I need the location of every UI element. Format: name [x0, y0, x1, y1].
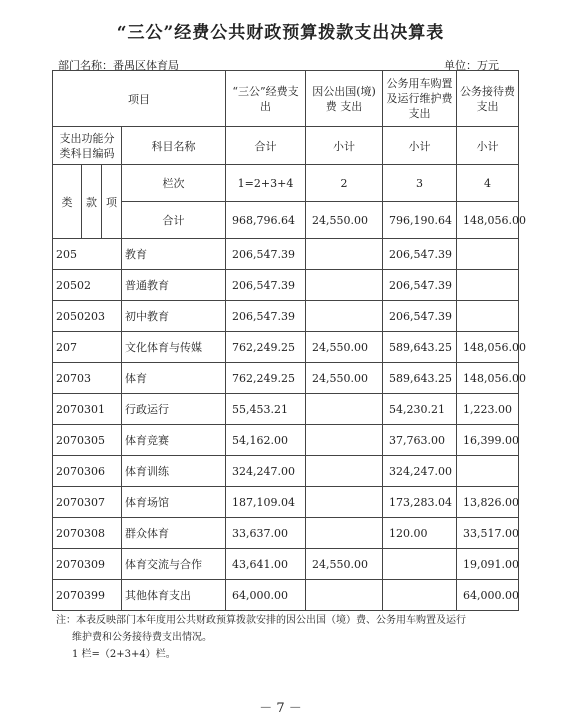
row-vehicle [383, 549, 457, 580]
row-code: 20703 [53, 363, 122, 394]
header-subtotal-abroad: 小计 [306, 127, 383, 165]
note-line-3: 1 栏=（2+3+4）栏。 [72, 649, 176, 660]
row-code: 20502 [53, 270, 122, 301]
header-item: 项目 [53, 71, 226, 127]
row-name: 普通教育 [122, 270, 226, 301]
row-total: 206,547.39 [226, 301, 306, 332]
header-subtotal-reception: 小计 [457, 127, 519, 165]
note-line-2: 维护费和公务接待费支出情况。 [72, 632, 212, 643]
header-abroad: 因公出国(境)费 支出 [306, 71, 383, 127]
row-abroad [306, 487, 383, 518]
row-reception: 13,826.00 [457, 487, 519, 518]
row-abroad [306, 456, 383, 487]
grand-total: 968,796.64 [226, 202, 306, 239]
footnotes [56, 612, 516, 663]
row-vehicle: 324,247.00 [383, 456, 457, 487]
row-total: 206,547.39 [226, 239, 306, 270]
row-total: 762,249.25 [226, 332, 306, 363]
row-reception: 148,056.00 [457, 332, 519, 363]
row-reception: 16,399.00 [457, 425, 519, 456]
row-name: 群众体育 [122, 518, 226, 549]
header-kuan: 款 [82, 165, 102, 239]
page-title: “三公”经费公共财政预算拨款支出决算表 [116, 23, 445, 43]
row-name: 体育训练 [122, 456, 226, 487]
row-abroad: 24,550.00 [306, 549, 383, 580]
row-abroad [306, 301, 383, 332]
row-abroad [306, 580, 383, 611]
row-abroad [306, 270, 383, 301]
row-code: 2070308 [53, 518, 122, 549]
row-name: 其他体育支出 [122, 580, 226, 611]
row-vehicle: 206,547.39 [383, 301, 457, 332]
row-reception: 1,223.00 [457, 394, 519, 425]
table-row [53, 363, 519, 394]
row-abroad [306, 239, 383, 270]
row-total: 43,641.00 [226, 549, 306, 580]
row-total: 187,109.04 [226, 487, 306, 518]
header-total: “三公”经费支出 [226, 71, 306, 127]
row-code: 2070309 [53, 549, 122, 580]
row-abroad: 24,550.00 [306, 332, 383, 363]
table-row [53, 580, 519, 611]
row-name: 初中教育 [122, 301, 226, 332]
table-row [53, 394, 519, 425]
row-vehicle: 120.00 [383, 518, 457, 549]
row-reception: 19,091.00 [457, 549, 519, 580]
row-reception: 64,000.00 [457, 580, 519, 611]
unit-label: 单位：万元 [444, 59, 499, 72]
row-name: 体育 [122, 363, 226, 394]
table-row [53, 487, 519, 518]
row-name: 体育交流与合作 [122, 549, 226, 580]
table-row [53, 425, 519, 456]
lanci-3: 3 [383, 165, 457, 202]
row-abroad [306, 518, 383, 549]
row-name: 体育竞赛 [122, 425, 226, 456]
row-reception [457, 301, 519, 332]
row-total: 54,162.00 [226, 425, 306, 456]
header-func-code: 支出功能分类科目编码 [53, 127, 122, 165]
header-sum: 合计 [226, 127, 306, 165]
row-name: 文化体育与传媒 [122, 332, 226, 363]
table-row [53, 270, 519, 301]
row-reception [457, 456, 519, 487]
row-reception [457, 270, 519, 301]
row-vehicle: 54,230.21 [383, 394, 457, 425]
row-vehicle [383, 580, 457, 611]
row-code: 205 [53, 239, 122, 270]
row-total: 64,000.00 [226, 580, 306, 611]
page-number: － 7 － [259, 701, 302, 716]
row-code: 2050203 [53, 301, 122, 332]
row-vehicle: 173,283.04 [383, 487, 457, 518]
header-reception: 公务接待费支出 [457, 71, 519, 127]
row-total: 324,247.00 [226, 456, 306, 487]
row-abroad: 24,550.00 [306, 363, 383, 394]
table-row [53, 456, 519, 487]
grand-total-label: 合计 [122, 202, 226, 239]
department-label: 部门名称：番禺区体育局 [58, 59, 179, 72]
row-reception: 148,056.00 [457, 363, 519, 394]
lanci-total: 1=2+3+4 [226, 165, 306, 202]
header-vehicle: 公务用车购置及运行维护费支出 [383, 71, 457, 127]
note-line-1: 注：本表反映部门本年度用公共财政预算拨款安排的因公出国（境）费、公务用车购置及运行 [56, 615, 466, 626]
row-total: 762,249.25 [226, 363, 306, 394]
row-code: 2070301 [53, 394, 122, 425]
row-vehicle: 589,643.25 [383, 363, 457, 394]
row-code: 2070306 [53, 456, 122, 487]
budget-table [52, 70, 526, 611]
row-vehicle: 589,643.25 [383, 332, 457, 363]
row-vehicle: 206,547.39 [383, 270, 457, 301]
row-total: 33,637.00 [226, 518, 306, 549]
grand-vehicle: 796,190.64 [383, 202, 457, 239]
header-subject-name: 科目名称 [122, 127, 226, 165]
row-reception [457, 239, 519, 270]
row-abroad [306, 394, 383, 425]
row-abroad [306, 425, 383, 456]
lanci-label: 栏次 [122, 165, 226, 202]
row-code: 2070399 [53, 580, 122, 611]
header-lei: 类 [53, 165, 82, 239]
row-vehicle: 206,547.39 [383, 239, 457, 270]
lanci-2: 2 [306, 165, 383, 202]
header-xiang: 项 [102, 165, 122, 239]
row-total: 206,547.39 [226, 270, 306, 301]
row-name: 体育场馆 [122, 487, 226, 518]
row-total: 55,453.21 [226, 394, 306, 425]
row-name: 行政运行 [122, 394, 226, 425]
row-reception: 33,517.00 [457, 518, 519, 549]
row-vehicle: 37,763.00 [383, 425, 457, 456]
header-subtotal-vehicle: 小计 [383, 127, 457, 165]
table-row [53, 332, 519, 363]
row-code: 207 [53, 332, 122, 363]
row-name: 教育 [122, 239, 226, 270]
table-row [53, 239, 519, 270]
table-row [53, 518, 519, 549]
row-code: 2070305 [53, 425, 122, 456]
row-code: 2070307 [53, 487, 122, 518]
lanci-4: 4 [457, 165, 519, 202]
grand-abroad: 24,550.00 [306, 202, 383, 239]
table-row [53, 301, 519, 332]
table-row [53, 549, 519, 580]
grand-reception: 148,056.00 [457, 202, 519, 239]
